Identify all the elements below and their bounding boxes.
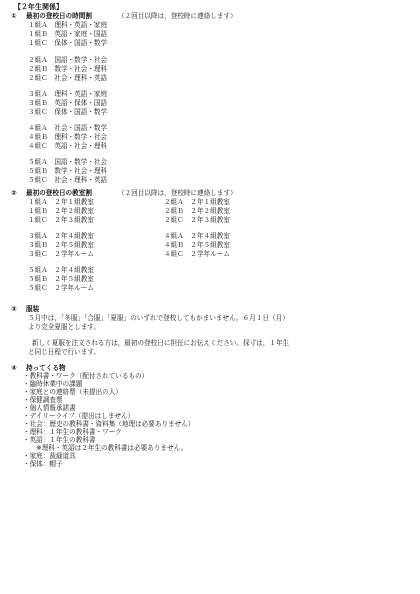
timetable-line: １組Ｃ 保体・国語・数学 [28,39,108,47]
timetable-line: ２組Ｂ 数学・社会・理科 [28,65,108,73]
classroom-line: ３組Ａ ２年４組教室 [28,232,94,240]
section-2-note: （２回目以降は，登校時に連絡します） [118,189,237,197]
timetable-line: ５組Ａ 国語・数学・社会 [28,158,108,166]
section-3-title: 服装 [26,305,40,313]
clothing-text: 新しく夏服を注文される方は，最初の登校日に担任にお伝えください。採寸は，１年生 [32,339,290,347]
item-line: ・臨時休業中の課題 [23,380,83,388]
section-4-title: 持ってくる物 [26,364,66,372]
item-line: ・個人情報承諾書 [23,404,76,412]
item-line: ・教科書・ワーク（配付されているもの） [23,372,149,380]
classroom-line: ２組Ｂ ２年２組教室 [164,207,230,215]
classroom-line: ４組Ａ ２年４組教室 [164,232,230,240]
section-2-title: 最初の登校日の教室割 [26,189,92,197]
classroom-line: ２組Ａ ２年１組教室 [164,198,230,206]
section-2-number: ② [11,189,17,197]
classroom-line: １組Ｂ ２年２組教室 [28,207,94,215]
section-1-note: （２回目以降は，登校時に連絡します） [118,12,237,20]
classroom-line: ５組Ｃ ２学年ルーム [28,284,94,292]
timetable-line: ３組Ｂ 英語・保体・国語 [28,99,108,107]
classroom-line: ３組Ｂ ２年５組教室 [28,241,94,249]
item-line: ・家庭との連絡票（未提出の人） [23,388,122,396]
item-line: ・英語：１年生の教科書 [23,436,96,444]
classroom-line: ４組Ｂ ２年５組教室 [164,241,230,249]
timetable-line: １組Ｂ 英語・家庭・国語 [28,30,108,38]
clothing-text: ５月中は，「冬服」「合服」「夏服」のいずれで登校してもかまいません。６月１日（月） [28,314,289,322]
item-line: ・保健調査票 [23,396,63,404]
section-header: 【２年生関係】 [14,3,63,11]
timetable-line: ３組Ｃ 保体・国語・数学 [28,108,108,116]
timetable-line: ２組Ａ 国語・数学・社会 [28,56,108,64]
timetable-line: ５組Ｃ 社会・理科・英語 [28,176,108,184]
clothing-text: より完全夏服とします。 [28,323,101,331]
item-line: ・デイリーライフ（提出はしません） [23,412,135,420]
timetable-line: １組Ａ 理科・英語・家庭 [28,21,108,29]
classroom-line: ３組Ｃ ２学年ルーム [28,250,94,258]
classroom-line: ５組Ｂ ２年５組教室 [28,275,94,283]
item-line: ・理科：１年生の教科書・ワーク [23,428,122,436]
classroom-line: １組Ｃ ２年３組教室 [28,216,94,224]
section-4-number: ④ [11,364,17,372]
item-line: ※理科・英語は２年生の教科書は必要ありません。 [23,444,188,452]
item-line: ・保体：帽子 [23,460,63,468]
item-line: ・社会：歴史の教科書・資料集（地理は必要ありません） [23,420,195,428]
section-1-title: 最初の登校日の時間割 [26,12,92,20]
timetable-line: ２組Ｃ 社会・理科・英語 [28,74,108,82]
timetable-line: ４組Ａ 社会・国語・数学 [28,124,108,132]
classroom-line: ２組Ｃ ２年３組教室 [164,216,230,224]
timetable-line: ４組Ｂ 理科・数学・社会 [28,133,108,141]
clothing-text: と同じ日程で行います。 [28,348,101,356]
section-3-number: ③ [11,305,17,313]
timetable-line: ３組Ａ 理科・英語・家庭 [28,90,108,98]
section-1-number: ① [11,12,17,20]
classroom-line: ４組Ｃ ２学年ルーム [164,250,230,258]
timetable-line: ５組Ｂ 数学・社会・理科 [28,167,108,175]
timetable-line: ４組Ｃ 英語・社会・理科 [28,142,108,150]
item-line: ・家庭：裁縫道具 [23,452,76,460]
classroom-line: ５組Ａ ２年４組教室 [28,266,94,274]
classroom-line: １組Ａ ２年１組教室 [28,198,94,206]
